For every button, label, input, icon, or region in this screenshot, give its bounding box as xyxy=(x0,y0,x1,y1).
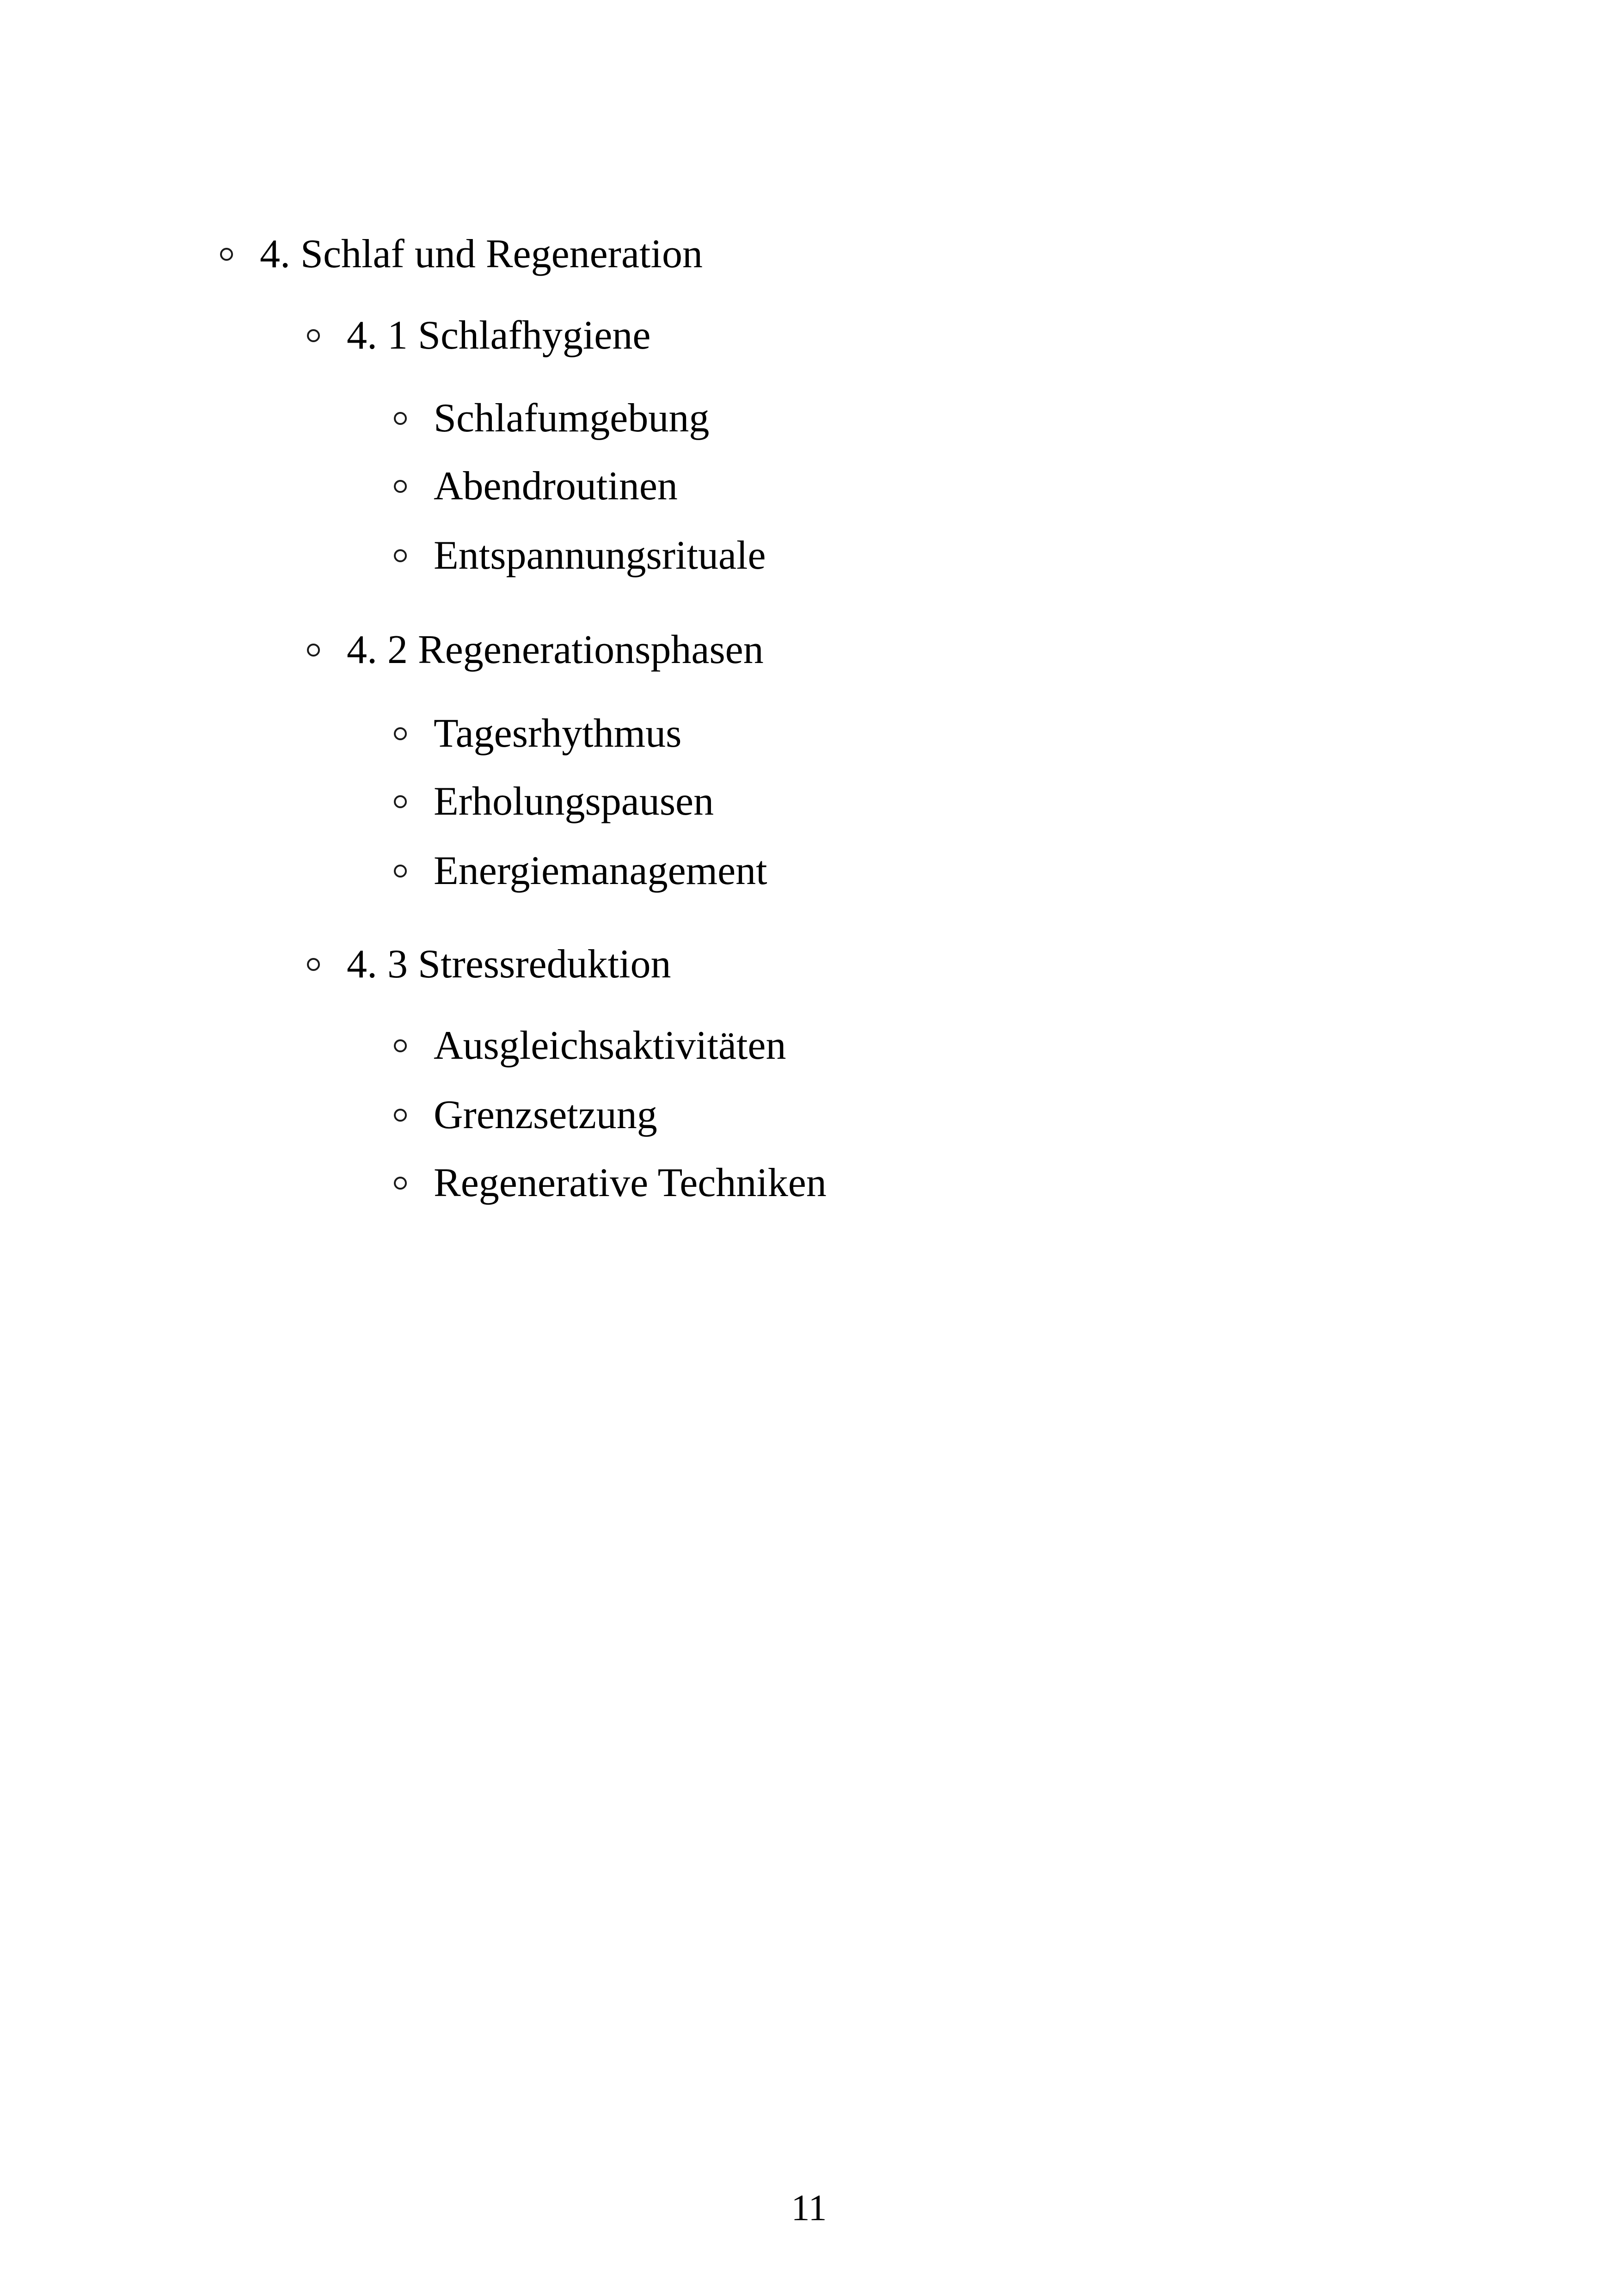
hollow-circle-bullet-icon xyxy=(392,1160,409,1206)
hollow-circle-bullet-icon xyxy=(305,313,322,359)
hollow-circle-bullet-icon xyxy=(392,395,409,442)
hollow-circle-bullet-icon xyxy=(218,231,235,277)
subsection-heading: 4. 2 Regenerationsphasen xyxy=(347,627,764,672)
outline-item-label: Tagesrhythmus xyxy=(434,711,682,756)
hollow-circle-bullet-icon xyxy=(392,779,409,825)
outline-item-label: Ausgleichsaktivitäten xyxy=(434,1023,786,1068)
outline-item-label: Abendroutinen xyxy=(434,464,678,509)
subsection-heading: 4. 3 Stressreduktion xyxy=(347,942,671,987)
section-heading: 4. Schlaf und Regeneration xyxy=(260,232,703,276)
hollow-circle-bullet-icon xyxy=(305,941,322,988)
outline-item-label: Regenerative Techniken xyxy=(434,1160,827,1205)
hollow-circle-bullet-icon xyxy=(392,533,409,579)
outline-item-label: Energiemanagement xyxy=(434,848,767,893)
outline-item-label: Entspannungsrituale xyxy=(434,533,766,578)
hollow-circle-bullet-icon xyxy=(305,627,322,673)
hollow-circle-bullet-icon xyxy=(392,1023,409,1069)
hollow-circle-bullet-icon xyxy=(392,1092,409,1138)
subsection-heading: 4. 1 Schlafhygiene xyxy=(347,313,651,358)
outline-item-label: Schlafumgebung xyxy=(434,396,710,441)
hollow-circle-bullet-icon xyxy=(392,463,409,510)
hollow-circle-bullet-icon xyxy=(392,711,409,757)
page-number: 11 xyxy=(791,2188,827,2228)
outline-item-label: Erholungspausen xyxy=(434,779,714,824)
hollow-circle-bullet-icon xyxy=(392,848,409,894)
outline-item-label: Grenzsetzung xyxy=(434,1093,657,1137)
